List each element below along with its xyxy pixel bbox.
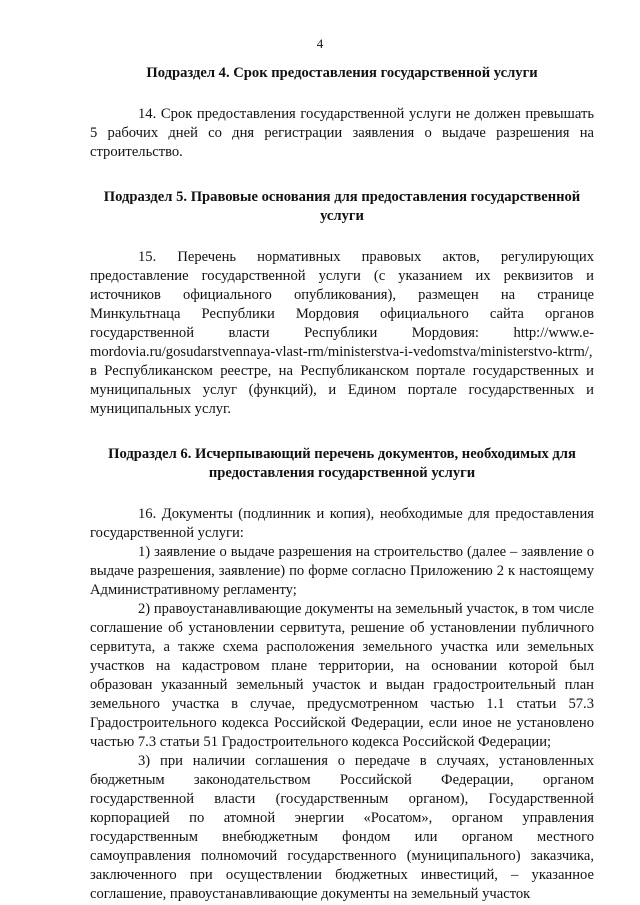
- section-4-heading: Подраздел 4. Срок предоставления государственной услуги: [146, 65, 538, 81]
- list-item-2: 2) правоустанавливающие документы на земельный участок, в том числе соглашение об установлении сервитута, решение об установлении публичного сервитута, а также схема расположения земельного участка или земельных участков на кадастровом плане территории, на основании которой был образован указанный земельный участок и выдан градостроительный план земельного участка в случае, предусмотренном частью 1.1 статьи 57.3 Градостроительного кодекса Российской Федерации, если иное не установлено частью 7.3 статьи 51 Градостроительного кодекса Российской Федерации;: [90, 601, 594, 750]
- paragraph-14: 14. Срок предоставления государственной услуги не должен превышать 5 рабочих дней со дня регистрации заявления о выдаче разрешения на строительство.: [90, 106, 594, 160]
- list-item-3: 3) при наличии соглашения о передаче в случаях, установленных бюджетным законодательством Российской Федерации, органом государственной власти (государственным органом), Государственной корпорацией по атомной энергии «Росатом», органом управления государственным внебюджетным фондом или органом местного самоуправления полномочий государственного (муниципального) заказчика, заключенного при осуществлении бюджетных инвестиций, – указанное соглашение, правоустанавливающие документы на земельный участок: [90, 753, 594, 902]
- document-body: [90, 64, 594, 904]
- section-6-heading: Подраздел 6. Исчерпывающий перечень документов, необходимых для предоставления государственной услуги: [108, 446, 576, 481]
- paragraph-16-intro: 16. Документы (подлинник и копия), необходимые для предоставления государственной услуги:: [90, 506, 594, 541]
- page-number: 4: [316, 36, 324, 51]
- section-5-heading: Подраздел 5. Правовые основания для предоставления государственной услуги: [103, 189, 581, 224]
- list-item-1: 1) заявление о выдаче разрешения на строительство (далее – заявление о выдаче разрешения, заявление) по форме согласно Приложению 2 к настоящему Административному регламенту;: [90, 544, 594, 598]
- paragraph-15: 15. Перечень нормативных правовых актов, регулирующих предоставление государственной услуги (с указанием их реквизитов и источников официального опубликования), размещен на странице Минкультнаца Республики Мордовия официального сайта органов государственной власти Республики Мордовия: http://www.e-mordovia.ru/gosudarstvennaya-vlast-rm/ministerstva-i-vedomstva/ministerstvo-ktrm/, в Республиканском реестре, на Республиканском портале государственных и муниципальных услуг (функций), и Едином портале государственных и муниципальных услуг.: [90, 249, 594, 417]
